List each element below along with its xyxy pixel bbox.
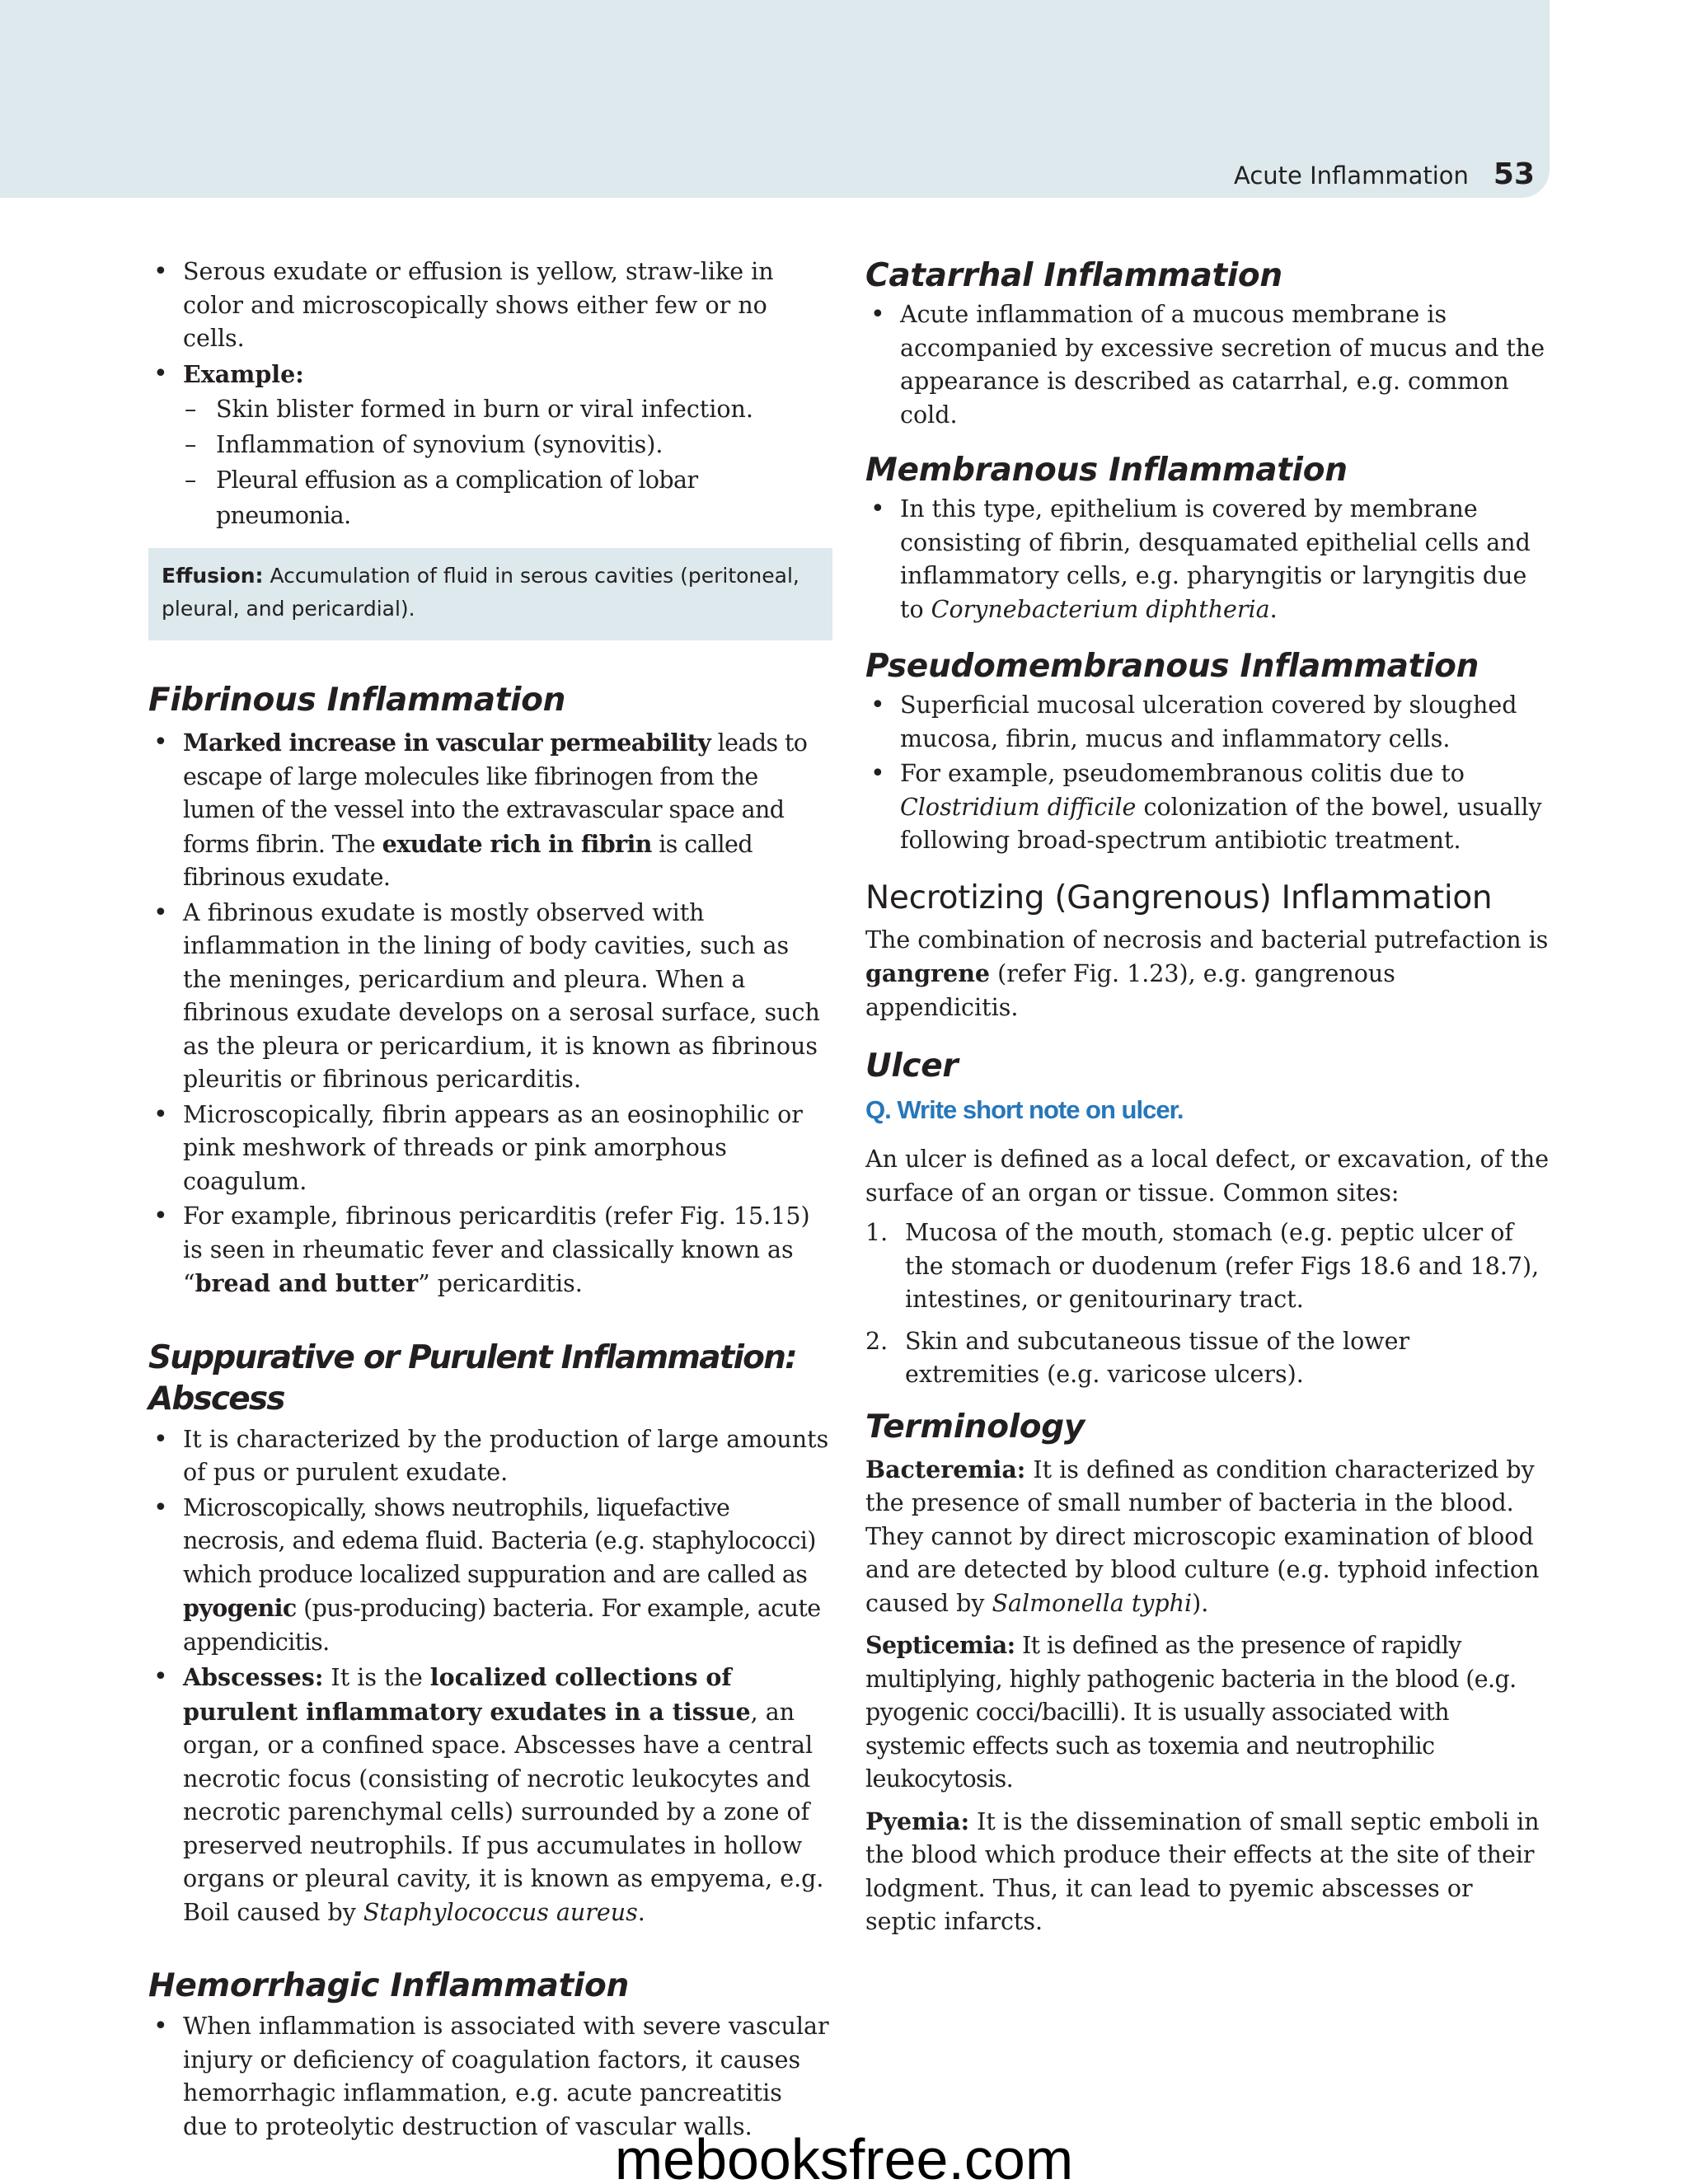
header-band (0, 0, 1550, 198)
list-item: • Marked increase in vascular permeability leads to escape of large molecules like fibrinogen from the lumen of the vessel into the extravascular space and forms fibrin. The exudate rich in fibrin is called fibrinous exudate. (148, 726, 832, 895)
page-number: 53 (1493, 157, 1535, 191)
catarrhal-heading: Catarrhal Inflammation (865, 257, 1282, 294)
list-item: • It is characterized by the production of large amounts of pus or purulent exudate. (148, 1423, 832, 1490)
necrotizing-paragraph: The combination of necrosis and bacterial putrefaction is gangrene (refer Fig. 1.23), e.g. gangrenous appendicitis. (865, 926, 1549, 1021)
left-column (148, 255, 832, 2145)
watermark: mebooksfree.com (614, 2127, 1074, 2184)
list-item: • For example, fibrinous pericarditis (refer Fig. 15.15) is seen in rheumatic fever and classically known as “bread and butter” pericarditis. (148, 1200, 832, 1301)
necrotizing-heading: Necrotizing (Gangrenous) Inflammation (865, 879, 1493, 916)
pseudomembranous-list (865, 689, 1550, 858)
list-item: • Acute inflammation of a mucous membrane is accompanied by excessive secretion of mucus and the appearance is described as catarrhal, e.g. common cold. (865, 298, 1550, 432)
list-item: • Serous exudate or effusion is yellow, straw-like in color and microscopically shows either few or no cells. (148, 255, 832, 356)
list-item: • A fibrinous exudate is mostly observed with inflammation in the lining of body cavities, such as the meninges, pericardium and pleura. When a fibrinous exudate develops on a serosal surface, such as the pleura or pericardium, it is known as fibrinous pleuritis or fibrinous pericarditis. (148, 897, 832, 1097)
example-item: – Inflammation of synovium (synovitis). (183, 427, 832, 462)
terminology-heading: Terminology (865, 1408, 1085, 1446)
ulcer-intro: An ulcer is defined as a local defect, or excavation, of the surface of an organ or tissue. Common sites: (865, 1146, 1550, 1207)
membranous-list (865, 493, 1550, 626)
pseudomembranous-heading: Pseudomembranous Inflammation (865, 648, 1479, 685)
list-item (148, 358, 832, 534)
running-head (1234, 157, 1550, 191)
serous-list (148, 255, 832, 533)
list-item: • In this type, epithelium is covered by membrane consisting of fibrin, desquamated epithelial cells and inflammatory cells, e.g. pharyngitis or laryngitis due to Corynebacterium diphtheria. (865, 493, 1550, 626)
list-item: 2. Skin and subcutaneous tissue of the lower extremities (e.g. varicose ulcers). (865, 1327, 1410, 1388)
ulcer-question: Q. Write short note on ulcer. (865, 1095, 1184, 1124)
example-label: Example: (183, 359, 304, 388)
catarrhal-list (865, 298, 1550, 432)
list-item: • When inflammation is associated with severe vascular injury or deficiency of coagulation factors, it causes hemorrhagic inflammation, e.g. acute pancreatitis due to proteolytic destruction of vascular walls. (148, 2010, 832, 2144)
suppurative-list (148, 1423, 832, 1930)
example-item: – Skin blister formed in burn or viral infection. (183, 391, 832, 427)
right-column (865, 255, 1550, 1939)
list-item: • Microscopically, fibrin appears as an eosinophilic or pink meshwork of threads or pink amorphous coagulum. (148, 1099, 832, 1199)
example-list (183, 391, 832, 533)
fibrinous-list (148, 726, 832, 1301)
hemorrhagic-heading: Hemorrhagic Inflammation (148, 1967, 629, 2004)
ulcer-heading: Ulcer (865, 1047, 959, 1085)
list-item: 1. Mucosa of the mouth, stomach (e.g. peptic ulcer of the stomach or duodenum (refer Figs 18.6 and 18.7), intestines, or genitourinary tract. (865, 1219, 1540, 1313)
membranous-heading: Membranous Inflammation (865, 452, 1348, 489)
list-item: • For example, pseudomembranous colitis due to Clostridium difficile colonization of the bowel, usually following broad-spectrum antibiotic treatment. (865, 757, 1550, 858)
example-item: – Pleural effusion as a complication of lobar pneumonia. (183, 462, 832, 533)
pyemia-paragraph: Pyemia: It is the dissemination of small septic emboli in the blood which produce their effects at the site of their lodgment. Thus, it can lead to pyemic abscesses or septic infarcts. (865, 1807, 1540, 1935)
septicemia-paragraph: Septicemia: It is defined as the presence of rapidly multiplying, highly pathogenic bacteria in the blood (e.g. pyogenic cocci/bacilli). It is usually associated with systemic effects such as toxemia and neutrophilic leukocytosis. (865, 1631, 1517, 1793)
running-title: Acute Inflammation (1234, 162, 1469, 190)
effusion-term: Effusion: (162, 564, 264, 588)
ulcer-sites-list (865, 1216, 1550, 1392)
list-item: • Microscopically, shows neutrophils, liquefactive necrosis, and edema fluid. Bacteria (e.g. staphylococci) which produce localized suppuration and are called as pyogenic (pus-producing) bacteria. For example, acute appendicitis. (148, 1492, 832, 1660)
bacteremia-paragraph: Bacteremia: It is defined as condition characterized by the presence of small number of bacteria in the blood. They cannot by direct microscopic examination of blood and are detected by blood culture (e.g. typhoid infection caused by Salmonella typhi). (865, 1455, 1540, 1617)
suppurative-heading: Suppurative or Purulent Inflammation: Abscess (148, 1338, 796, 1418)
fibrinous-heading: Fibrinous Inflammation (148, 682, 566, 719)
effusion-note-box (148, 548, 832, 640)
effusion-definition: Accumulation of fluid in serous cavities (peritoneal, pleural, and pericardial). (162, 564, 799, 621)
list-item: • Abscesses: It is the localized collections of purulent inflammatory exudates in a tissue, an organ, or a confined space. Abscesses have a central necrotic focus (consisting of necrotic leukocytes and necrotic parenchymal cells) surrounded by a zone of preserved neutrophils. If pus accumulates in hollow organs or pleural cavity, it is known as empyema, e.g. Boil caused by Staphylococcus aureus. (148, 1661, 832, 1929)
list-item: • Superficial mucosal ulceration covered by sloughed mucosa, fibrin, mucus and inflammatory cells. (865, 689, 1550, 756)
hemorrhagic-list (148, 2010, 832, 2144)
